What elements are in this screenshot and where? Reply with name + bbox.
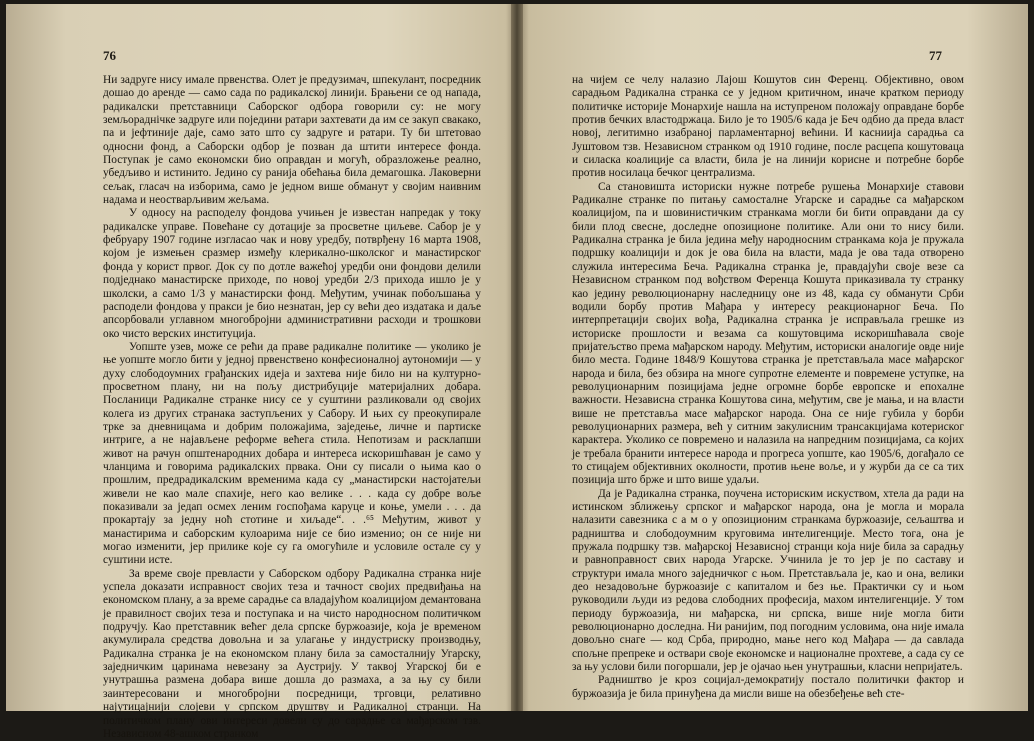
paragraph: Уопште узев, може се рећи да праве радикалне политике — уколико је ње уопште могло бити у једној првенствено конфесионалној аутономији — у духу слободоумних грађанских идеја и захтева није било ни на културно-просветном плану, ни на пољу дистрибуције материјалних добара. Посланици Радикалне странке нису се у суштини разликовали од својих колега из других странака заступљених у Сабору. И њих су преокупирале трке за дневницама и добрим положајима, заједење, личне и партиске интриге, а не најављене реформе већега стила. Непотизам и расклапши живот на рачун општенародних добара и интереса искоришћаван је само у чланцима и говорима радикалских првака. Они су писали о њима као о прошлим, предрадикалским временима када су „манастирски настојатељи живели не као мале спахије, него као велике . . . када су добре воље показивали за једап осмех леним госпођама каруце и коње, умели . . . да прокартају за једну ноћ стотине и хиљаде“. . .⁶⁵ Међутим, живот у манастирима и саборским кулоарима није се био изменио; он се није ни могао изменити, јер прилике које су га омогућиле и условиле остале су у суштини исте. (103, 340, 481, 567)
paragraph: Са становишта историски нужне потребе рушења Монархије ставови Радикалне странке по питању самосталне Угарске и сарадње са мађарском коалицијом, па и шовинистичким странкама могли би бити оправдани да су били плод свесне, доследне опозиционе политике. Али они то нису били. Радикална странка је била једина међу народносним странкама која је пружала подршку коалицији и док је ова била на власти, мада је ова тада отворено служила интересима Беча. Радикална странка је, правдајући своје везе са Независном странком под вођством Ференца Кошута приказивала ту странку као једину революционарну наследницу оне из 48, када су обманути Срби водили борбу против Мађара у интересу реакционарног Беча. По интерпретацији својих вођа, Радикална странка је исправљала грешке из историске прошлости и везама са кошутовцима искоришћавала своје пријатељство према мађарском народу. Међутим, историски аналогије овде није било места. Године 1848/9 Кошутова странка је претстављала масе мађарског народа и била, без обзира на многе супротне елементе и повремене уступке, на револуционарним позицијама једне огромне борбе европске и епохалне важности. Независна странка Кошутова сина, међутим, све је мања, и на власти више не претставља масе мађарског народа. Она се није губила у борби револуционарних размера, већ у ситним закулисним трансакцијама котериског карактера. Уколико се повремено и налазила на напредним позицијама, са којих је требала бранити интересе народа и прогреса уопште, као 1905/6, догађало се то стицајем објективних околности, против њене воље, и у журби да се са тих позиција што брже и што више удаљи. (572, 180, 964, 487)
left-page-body (103, 74, 481, 741)
book-spread (6, 4, 1028, 740)
paragraph: Да је Радикална странка, поучена историским искуством, хтела да ради на истинском зближењу српског и мађарског народа, она је могла и морала налазити савезника с а м о у опозиционим странкама буржоазије, сељаштва и радништва и слободоумним круговима интелигенције. Место тога, она је пружала подршку тзв. мађарској Независној странци која није била за сарадњу и равноправност свих народа Угарске. Учинила је то јер је по саставу и структури имала много заједничког с њом. Претстављала је, као и она, велики део незадовољне буржоазије с капиталом и без ње. Практички су и њом руководили људи из редова слободних професија, махом интелигенције. У том периоду буржоазија, ни мађарска, ни српска, више није могла бити революционарно доследна. Ни ранијим, под погодним условима, она није имала довољно снаге — код Срба, природно, мање него код Мађара — да савлада спољне препреке и оствари своје економске и националне прохтеве, а сада су се за њу услови били погоршали, јер је ојачао њен унутрашњи, класни непријатељ. (572, 487, 964, 674)
paragraph: У односу на расподелу фондова учињен је известан напредак у току радикалске управе. Повећане су дотације за просветне циљеве. Сабор је у фебруару 1907 године изгласао чак и нову уредбу, потврђену 16 марта 1908, којом је измењен сразмер између клерикално-школског и манастирског фонда у корист првог. Док су по дотле важећој уредби они фондови делили подједнако манастирске приходе, по новој уредби 2/3 прихода ишло је у школски, а само 1/3 у манастирски фонд. Међутим, учинак побољшања у расподели фондова у пракси је био незнатан, јер су већи део издатака и даље апсорбовали углавном многобројни административни расходи и трошкови око чисто верских институција. (103, 207, 481, 340)
paragraph: на чијем се челу налазио Лајош Кошутов син Ференц. Објективно, овом сарадњом Радикална странка се у једном критичном, иначе кратком периоду политичке историје Монархије нашла на иступреном положају оправдане борбе против бечких властодржаца. Било је то 1905/6 када је Беч одбио да преда власт новој, легитимно изабраној парламентарној већини. И касниија сарадња са Јуштовом тзв. Независном странком од 1910 године, после расцепа кошутоваца и силаска коалиције са власти, била је на линији корисне и потребне борбе против носилаца бечког централизма. (572, 74, 964, 180)
paragraph: Радништво је кроз социјал-демократију постало политички фактор и буржоазија је била принуђена да мисли више на обезбеђење већ сте- (572, 674, 964, 700)
book-gutter (511, 4, 523, 711)
right-page-body (572, 74, 964, 701)
left-page (6, 4, 517, 740)
right-page (517, 4, 1028, 711)
paragraph: За време своје превласти у Саборском одбору Радикална странка није успела доказати исправност својих теза и тачност својих предвиђања на економском плану, а за време сарадње са владајућом коалицијом демантована је правилност својих теза и поступака и на чисто народносном политичком подручју. Као претставник већег дела српске буржоазије, која је временом акумулирала средства довољна и за улагање у индустриску производњу, Радикална странка је на економском плану била за самосталнију Угарску, заједничким царинама невезану за Аустрију. У таквој Угарској би е унутрашња размена добара више дошла до размаха, а за њу су били заинтересовани и многобројни посредници, трговци, релативно најутицајнији слојеви у српском друштву и Радикалној странци. На политичком плану ови интереси довели су до сарадње са мађарском тзв. Независном 48-ашком странком (103, 567, 481, 740)
paragraph: Ни задруге нису имале првенства. Олет је предузимач, шпекулант, посредник дошао до аренде — само сада по радикалској линији. Брањени се од напада, радикалски претставници Саборског одбора говорили су: не могу земљораднічке задруге или поједини ратари захтевати да им се закуп свакако, па и јефтиније даје, само зато што су задруге и ратари. Ту би штетовао односни фонд, а Саборски одбор је позван да штити интересе фонда. Поступак је само економски био оправдан и могућ, образложење реално, убедљиво и истинито. Једино су ранија обећања била демагошка. Лаковерни сељак, гласач на изборима, само је једном више обманут у својим наивним надама и неостварљивим жељама. (103, 74, 481, 207)
page-number-left: 76 (103, 48, 116, 63)
page-number-right: 77 (929, 48, 942, 63)
